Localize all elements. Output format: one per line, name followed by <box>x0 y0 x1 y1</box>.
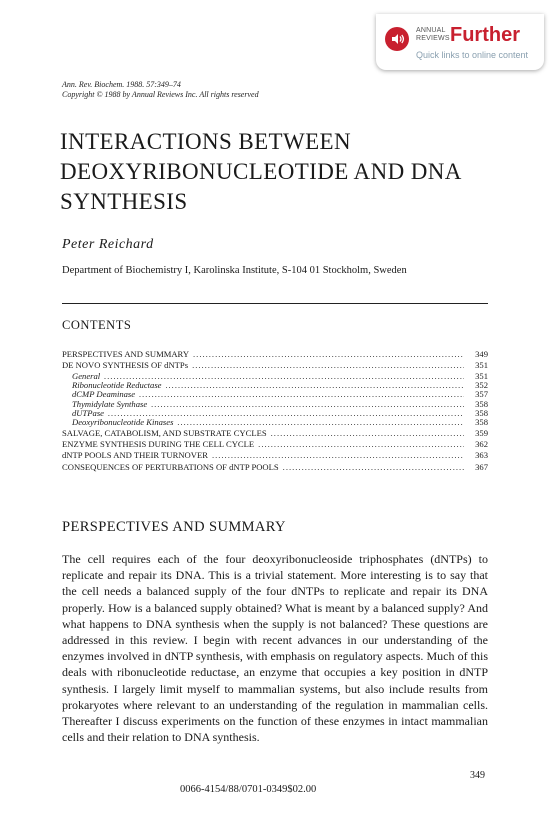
toc-entry-page: 352 <box>475 380 488 391</box>
toc-entry-label: General <box>72 370 101 381</box>
title-line: DEOXYRIBONUCLEOTIDE AND DNA <box>60 159 462 184</box>
toc-leader-dots <box>212 450 464 461</box>
toc-entry-label: Deoxyribonucleotide Kinases <box>72 417 174 428</box>
toc-entry <box>62 450 488 461</box>
badge-small-line2: REVIEWS <box>416 35 450 42</box>
badge-further-label: Further <box>450 24 520 46</box>
toc-entry-page: 362 <box>475 438 488 449</box>
author-affiliation: Department of Biochemistry I, Karolinska Institute, S-104 01 Stockholm, Sweden <box>62 265 407 276</box>
toc-entry-label: Ribonucleotide Reductase <box>72 380 162 391</box>
toc-leader-dots <box>139 390 464 399</box>
body-paragraph: The cell requires each of the four deoxyribonucleoside triphosphates (dNTPs) to replicate and repair its DNA. This is a trivial statement. More interesting is to say that the cell needs a balanced supply of the four dNTPs to replicate and repair its DNA properly. How is a balanced supply obtained? What is meant by a balanced supply? And what happens to DNA synthesis when the supply is not balanced? These questions are addressed in this review. I begin with recent advances in our understanding of the enzymes involved in dNTP synthesis, with emphasis on regulatory aspects. Much of this deals with ribonucleotide reductase, an enzyme that occupies a key position in dNTP synthesis. I largely limit myself to mammalian systems, but also include results from prokaryotes where relevant to an understanding of the regulation in mammalian cells. Thereafter I discuss experiments on the function of these enzymes in intact mammalian cells and their relation to DNA synthesis. <box>62 552 488 745</box>
title-line: INTERACTIONS BETWEEN <box>60 129 351 154</box>
toc-entry-label: dNTP POOLS AND THEIR TURNOVER <box>62 450 208 461</box>
further-badge[interactable] <box>376 14 544 70</box>
toc-entry-label: dUTPase <box>72 407 104 418</box>
toc-entry-page: 351 <box>475 370 488 381</box>
toc-leader-dots <box>271 428 464 439</box>
toc-entry-label: CONSEQUENCES OF PERTURBATIONS OF dNTP POOLS <box>62 461 279 472</box>
toc-entry-page: 367 <box>475 461 488 472</box>
toc-entry-page: 359 <box>475 427 488 438</box>
toc-entry-page: 351 <box>475 360 488 371</box>
section-heading: PERSPECTIVES AND SUMMARY <box>62 519 286 535</box>
contents-heading: CONTENTS <box>62 318 132 332</box>
article-title <box>60 127 520 217</box>
author-name: Peter Reichard <box>62 237 154 252</box>
toc-entry-page: 358 <box>475 398 488 409</box>
badge-annual-reviews <box>416 27 450 43</box>
toc-entry-label: dCMP Deaminase <box>72 389 136 400</box>
toc-entry <box>62 428 488 439</box>
divider-rule <box>62 303 488 304</box>
toc-entry <box>62 360 488 371</box>
toc-entry <box>62 462 488 473</box>
journal-copyright: Copyright © 1988 by Annual Reviews Inc. All rights reserved <box>62 90 259 99</box>
toc-entry <box>62 418 488 427</box>
toc-entry-page: 358 <box>475 407 488 418</box>
toc-leader-dots <box>166 381 465 390</box>
toc-entry-page: 358 <box>475 417 488 428</box>
toc-leader-dots <box>151 400 464 409</box>
toc-entry <box>62 400 488 409</box>
toc-entry-label: DE NOVO SYNTHESIS OF dNTPs <box>62 360 189 371</box>
toc-leader-dots <box>177 418 464 427</box>
toc-entry-page: 357 <box>475 389 488 400</box>
toc-leader-dots <box>192 360 464 371</box>
badge-subtitle: Quick links to online content <box>416 50 529 60</box>
journal-info <box>62 80 259 100</box>
table-of-contents <box>62 349 488 473</box>
journal-citation: Ann. Rev. Biochem. 1988. 57:349–74 <box>62 80 181 89</box>
toc-entry <box>62 439 488 450</box>
toc-leader-dots <box>258 439 464 450</box>
toc-entry-label: SALVAGE, CATABOLISM, AND SUBSTRATE CYCLES <box>62 427 267 438</box>
toc-leader-dots <box>193 349 464 360</box>
page-number: 349 <box>470 770 485 781</box>
title-line: SYNTHESIS <box>60 189 188 214</box>
speaker-icon <box>385 27 409 51</box>
toc-entry-page: 363 <box>475 450 488 461</box>
toc-entry-label: ENZYME SYNTHESIS DURING THE CELL CYCLE <box>62 438 255 449</box>
footer-code: 0066-4154/88/0701-0349$02.00 <box>180 784 317 795</box>
toc-entry <box>62 349 488 360</box>
toc-entry-label: PERSPECTIVES AND SUMMARY <box>62 349 190 359</box>
toc-entry-label: Thymidylate Synthase <box>72 398 148 409</box>
toc-entry-page: 349 <box>475 349 488 359</box>
badge-small-line1: ANNUAL <box>416 27 446 34</box>
toc-leader-dots <box>283 462 464 473</box>
